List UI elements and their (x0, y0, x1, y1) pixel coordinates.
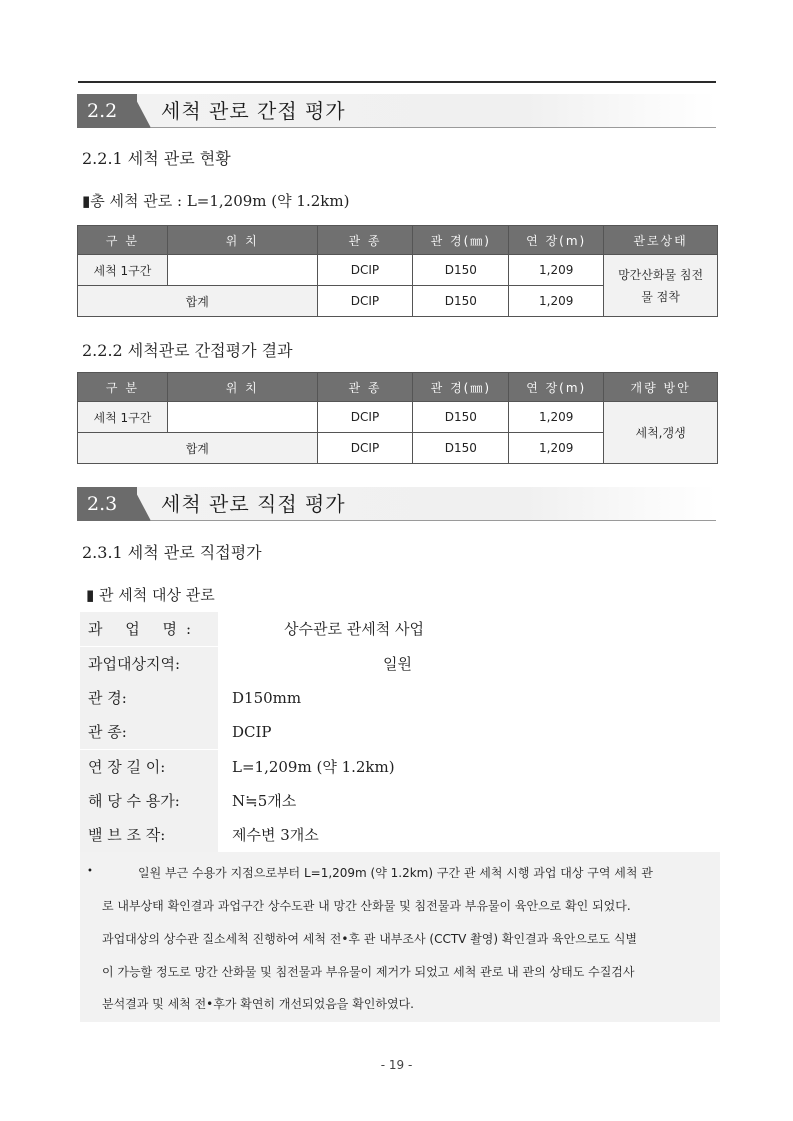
col-header: 구 분 (78, 226, 168, 255)
table-header-row (78, 373, 718, 402)
target-pipe-bullet: ▮ 관 세척 대상 관로 (86, 586, 215, 604)
project-label: 해 당 수 용가: (80, 784, 218, 818)
project-info-block (80, 612, 720, 854)
project-row (80, 750, 720, 784)
cell-diameter: D150 (413, 433, 509, 464)
project-value: L=1,209m (약 1.2km) (232, 758, 395, 776)
section-title: 세척 관로 직접 평가 (161, 492, 346, 516)
project-label: 과업대상지역: (80, 647, 218, 681)
project-value: 제수변 3개소 (232, 826, 319, 844)
project-label: 과 업 명: (80, 612, 218, 646)
project-row (80, 612, 720, 646)
section-divider (133, 94, 151, 128)
project-row (80, 715, 720, 749)
cell-section: 세척 1구간 (78, 255, 168, 286)
cell-pipe-type: DCIP (317, 286, 413, 317)
cell-location (167, 402, 317, 433)
cell-pipe-status: 망간산화물 침전물 점착 (604, 255, 718, 317)
subsection-2-3-1: 2.3.1 세척 관로 직접평가 (82, 543, 262, 562)
section-number: 2.3 (77, 487, 137, 521)
subsection-2-2-2: 2.2.2 세척관로 간접평가 결과 (82, 341, 293, 360)
cell-total-label: 합계 (78, 286, 318, 317)
page-number: - 19 - (380, 1058, 413, 1072)
note-line: 분석결과 및 세척 전•후가 확연히 개선되었음을 확인하였다. (102, 997, 414, 1011)
col-header: 관 종 (317, 373, 413, 402)
indirect-eval-table (77, 372, 718, 464)
note-line: 로 내부상태 확인결과 과업구간 상수도관 내 망간 산화물 및 침전물과 부유물이 육안으로 확인 되었다. (102, 899, 631, 913)
section-underline (151, 127, 716, 128)
project-value: N≒5개소 (232, 792, 297, 810)
cell-pipe-type: DCIP (317, 255, 413, 286)
top-rule (78, 81, 716, 83)
section-divider (133, 487, 151, 521)
project-value: 일원 (383, 655, 412, 673)
section-title: 세척 관로 간접 평가 (161, 99, 346, 123)
result-note-box (80, 852, 720, 1022)
cell-length: 1,209 (509, 255, 604, 286)
col-header: 연 장(m) (509, 226, 604, 255)
project-value: D150mm (232, 689, 302, 707)
section-2-2-header (77, 94, 716, 128)
col-header: 관로상태 (604, 226, 718, 255)
cell-length: 1,209 (509, 286, 604, 317)
col-header: 위 치 (167, 373, 317, 402)
table-row (78, 402, 718, 433)
section-underline (151, 520, 716, 521)
note-line: 과업대상의 상수관 질소세척 진행하여 세척 전•후 관 내부조사 (CCTV 촬영) 확인결과 육안으로도 식별 (102, 932, 638, 946)
note-line: 일원 부근 수용가 지점으로부터 L=1,209m (약 1.2km) 구간 관 세척 시행 과업 대상 구역 세척 관 (138, 866, 653, 880)
cell-improvement-plan: 세척,갱생 (604, 402, 718, 464)
cell-diameter: D150 (413, 286, 509, 317)
col-header: 위 치 (167, 226, 317, 255)
project-label: 관 경: (80, 681, 218, 715)
cell-section: 세척 1구간 (78, 402, 168, 433)
cell-pipe-type: DCIP (317, 402, 413, 433)
project-row (80, 784, 720, 818)
project-label: 연 장 길 이: (80, 750, 218, 784)
col-header: 관 경(㎜) (413, 226, 509, 255)
table-header-row (78, 226, 718, 255)
cell-diameter: D150 (413, 255, 509, 286)
cell-location (167, 255, 317, 286)
cell-pipe-type: DCIP (317, 433, 413, 464)
total-pipe-bullet: ▮총 세척 관로 : L=1,209m (약 1.2km) (82, 192, 350, 210)
project-label: 관 종: (80, 715, 218, 749)
project-row (80, 681, 720, 715)
cell-total-label: 합계 (78, 433, 318, 464)
cell-length: 1,209 (509, 402, 604, 433)
section-2-3-header (77, 487, 716, 521)
project-row (80, 647, 720, 681)
cell-length: 1,209 (509, 433, 604, 464)
col-header: 관 경(㎜) (413, 373, 509, 402)
project-value: 상수관로 관세척 사업 (284, 620, 424, 638)
cell-diameter: D150 (413, 402, 509, 433)
pipe-status-table (77, 225, 718, 317)
note-line: 이 가능할 정도로 망간 산화물 및 침전물과 부유물이 제거가 되었고 세척 관로 내 관의 상태도 수질검사 (102, 965, 635, 979)
note-bullet: • (87, 866, 93, 877)
col-header: 관 종 (317, 226, 413, 255)
col-header: 구 분 (78, 373, 168, 402)
col-header: 개량 방안 (604, 373, 718, 402)
section-number: 2.2 (77, 94, 137, 128)
subsection-2-2-1: 2.2.1 세척 관로 현황 (82, 149, 231, 168)
col-header: 연 장(m) (509, 373, 604, 402)
project-row (80, 818, 720, 852)
project-value: DCIP (232, 723, 272, 741)
table-row (78, 255, 718, 286)
project-label: 밸 브 조 작: (80, 818, 218, 852)
